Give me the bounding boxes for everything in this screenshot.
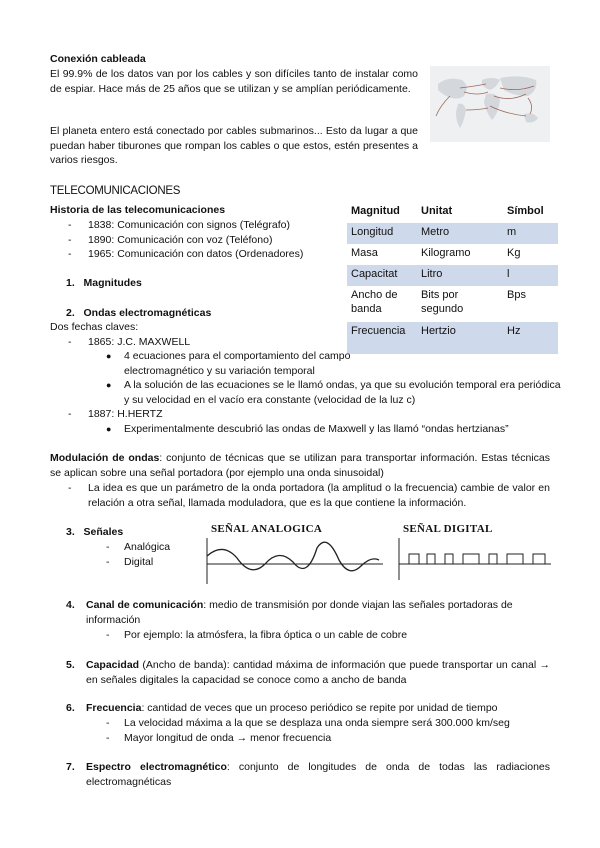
magnitudes-table xyxy=(347,202,558,354)
section-title: TELECOMUNICACIONES xyxy=(50,185,181,197)
capacidad-item: 5. Capacidad (Ancho de banda): cantidad máxima de información que puede transportar un canal → en señales digitales la capacidad se conoce como a ancho de banda xyxy=(66,659,550,686)
paragraph-cables: El 99.9% de los datos van por los cables y son difíciles tanto de instalar como de espiar. Hace más de 25 años que se utilizan y se amplían periódicamente. xyxy=(50,68,418,95)
table-row: Longitud Metro m xyxy=(347,223,558,244)
ondas-intro: Dos fechas claves: xyxy=(50,321,139,333)
list-item: - 1890: Comunicación con voz (Teléfono) xyxy=(68,233,273,246)
digital-signal-image xyxy=(395,520,555,586)
analog-wave-icon xyxy=(193,534,391,586)
hertz-item: - 1887: H.HERTZ xyxy=(68,408,163,420)
frecuencia-item: 6. Frecuencia: cantidad de veces que un proceso periódico se repite por unidad de tiempo xyxy=(66,702,498,714)
espectro-item: 7. Espectro electromagnético: conjunto de longitudes de onda de todas las radiaciones electromagnéticas xyxy=(66,761,550,788)
paragraph-submarinos: El planeta entero está conectado por cables submarinos... Esto da lugar a que puedan haber tiburones que rompan los cables o que estos, estén presentes a varios riesgos. xyxy=(50,125,418,167)
frecuencia-sub-1: - La velocidad máxima a la que se desplaza una onda siempre será 300.000 km/seg xyxy=(106,717,510,729)
maxwell-bullet-2: ● A la solución de las ecuaciones se le llamó ondas, ya que su evolución temporal era periódica y su velocidad en el vacío era constante (velocidad de la luz c) xyxy=(106,379,561,406)
table-row: Capacitat Litro l xyxy=(347,265,558,286)
analog-signal-title: SEÑAL ANALOGICA xyxy=(211,523,323,535)
senales-heading: 3. Señales xyxy=(66,526,124,538)
history-heading: Historia de las telecomunicaciones xyxy=(50,204,226,216)
analog-signal-image xyxy=(193,520,391,586)
maxwell-item: - 1865: J.C. MAXWELL xyxy=(68,336,191,348)
heading-conexion: Conexión cableada xyxy=(50,53,146,65)
modulacion-dash: - La idea es que un parámetro de la onda portadora (la amplitud o la frecuencia) cambie de valor en relación a otra señal, llamada moduladora, que es la que contiene la información. xyxy=(68,482,550,509)
ondas-heading: 2. Ondas electromagnéticas xyxy=(66,307,212,319)
senales-item-digital: - Digital xyxy=(106,556,154,568)
digital-wave-icon xyxy=(395,534,555,586)
table-header-row: Magnitud Unitat Símbol xyxy=(351,205,544,217)
list-item: - 1965: Comunicación con datos (Ordenadores) xyxy=(68,248,304,261)
modulacion-paragraph: Modulación de ondas: conjunto de técnicas que se utilizan para transportar información. Estas técnicas se aplican sobre una señal portadora (por ejemplo una onda sinusoidal) xyxy=(50,452,550,479)
frecuencia-sub-2: - Mayor longitud de onda → menor frecuencia xyxy=(106,732,332,744)
submarine-cable-map-image xyxy=(430,66,550,142)
hertz-bullet-1: ● Experimentalmente descubrió las ondas de Maxwell y las llamó “ondas hertzianas” xyxy=(106,423,509,435)
history-list xyxy=(68,218,338,262)
list-item: - 1838: Comunicación con signos (Telégrafo) xyxy=(68,219,290,231)
canal-item: 4. Canal de comunicación: medio de transmisión por donde viajan las señales portadoras de información xyxy=(66,599,513,626)
canal-sub-item: - Por ejemplo: la atmósfera, la fibra óptica o un cable de cobre xyxy=(106,629,408,641)
table-row: Ancho de banda Bits por segundo Bps xyxy=(351,289,526,315)
table-row: Masa Kilogramo Kg xyxy=(351,247,521,259)
world-map-icon xyxy=(430,66,550,142)
magnitudes-heading: 1. Magnitudes xyxy=(66,277,142,289)
digital-signal-title: SEÑAL DIGITAL xyxy=(403,523,493,535)
maxwell-bullet-1: ● 4 ecuaciones para el comportamiento del campo electromagnético y su variación temporal xyxy=(106,350,351,377)
senales-item-analogica: - Analógica xyxy=(106,541,171,553)
table-row: Frecuencia Hertzio Hz xyxy=(347,322,558,354)
